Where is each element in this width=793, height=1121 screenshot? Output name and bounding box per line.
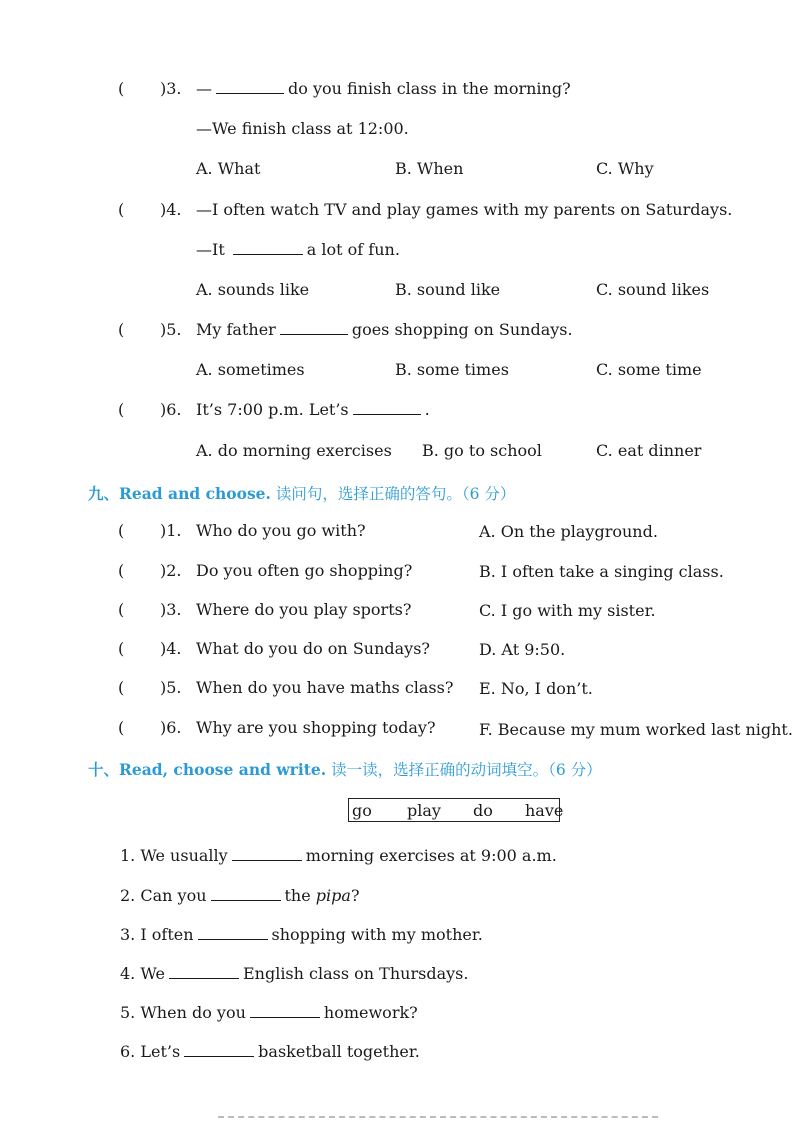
word-bank-item: do: [473, 801, 493, 820]
question-text: Do you often go shopping?: [196, 561, 413, 580]
question-text: Where do you play sports?: [196, 600, 412, 619]
dialogue-line: —I often watch TV and play games with my parents on Saturdays.: [196, 200, 733, 219]
question-number: )3.: [160, 600, 182, 619]
answer-blank[interactable]: [353, 400, 421, 415]
fill-blank-item: 1. We usually morning exercises at 9:00 a.m.: [120, 846, 557, 865]
fill-blank-item: 2. Can you the pipa?: [120, 886, 360, 905]
answer-blank[interactable]: [184, 1042, 254, 1057]
option-b[interactable]: B. some times: [395, 360, 509, 379]
dialogue-line: —We finish class at 12:00.: [196, 119, 409, 138]
section-10-heading: 十、Read, choose and write. 读一读，选择正确的动词填空。（6 分）: [88, 760, 602, 779]
word-bank-item: go: [352, 801, 372, 820]
option-a[interactable]: A. do morning exercises: [196, 441, 392, 460]
answer-blank[interactable]: [216, 79, 284, 94]
answer-option: A. On the playground.: [479, 522, 658, 541]
option-b[interactable]: B. sound like: [395, 280, 501, 299]
question-text: My father goes shopping on Sundays.: [196, 320, 573, 339]
option-c[interactable]: C. eat dinner: [596, 441, 702, 460]
question-text: Who do you go with?: [196, 521, 366, 540]
answer-option: C. I go with my sister.: [479, 601, 656, 620]
question-text: What do you do on Sundays?: [196, 639, 430, 658]
answer-paren-open: (: [118, 561, 125, 580]
question-text: Why are you shopping today?: [196, 718, 436, 737]
fill-blank-item: 3. I often shopping with my mother.: [120, 925, 483, 944]
option-c[interactable]: C. some time: [596, 360, 702, 379]
option-b[interactable]: B. When: [395, 159, 464, 178]
question-text: When do you have maths class?: [196, 678, 454, 697]
question-text: It’s 7:00 p.m. Let’s .: [196, 400, 430, 419]
answer-option: D. At 9:50.: [479, 640, 566, 659]
question-number: )2.: [160, 561, 182, 580]
question-number: )5.: [160, 320, 182, 339]
option-a[interactable]: A. What: [196, 159, 261, 178]
answer-option: F. Because my mum worked last night.: [479, 720, 793, 739]
section-9-heading: 九、Read and choose. 读问句，选择正确的答句。（6 分）: [88, 484, 516, 503]
page-footer-divider: [218, 1116, 658, 1121]
option-a[interactable]: A. sounds like: [196, 280, 310, 299]
answer-blank[interactable]: [211, 886, 281, 901]
option-a[interactable]: A. sometimes: [196, 360, 305, 379]
option-c[interactable]: C. sound likes: [596, 280, 710, 299]
answer-paren-open: (: [118, 200, 125, 219]
question-number: )3.: [160, 79, 182, 98]
option-c[interactable]: C. Why: [596, 159, 654, 178]
option-b[interactable]: B. go to school: [422, 441, 542, 460]
answer-blank[interactable]: [232, 846, 302, 861]
fill-blank-item: 4. We English class on Thursdays.: [120, 964, 469, 983]
answer-blank[interactable]: [250, 1003, 320, 1018]
question-number: )4.: [160, 639, 182, 658]
answer-option: B. I often take a singing class.: [479, 562, 724, 581]
question-number: )6.: [160, 400, 182, 419]
answer-option: E. No, I don’t.: [479, 679, 593, 698]
answer-blank[interactable]: [233, 240, 303, 255]
question-number: )6.: [160, 718, 182, 737]
question-text: — do you finish class in the morning?: [196, 79, 571, 98]
question-text: —It a lot of fun.: [196, 240, 400, 259]
answer-blank[interactable]: [280, 320, 348, 335]
answer-blank[interactable]: [169, 964, 239, 979]
answer-paren-open: (: [118, 639, 125, 658]
word-bank-item: have: [525, 801, 564, 820]
answer-paren-open: (: [118, 400, 125, 419]
answer-blank[interactable]: [198, 925, 268, 940]
word-bank-item: play: [407, 801, 441, 820]
answer-paren-open: (: [118, 718, 125, 737]
answer-paren-open: (: [118, 678, 125, 697]
answer-paren-open: (: [118, 521, 125, 540]
fill-blank-item: 6. Let’s basketball together.: [120, 1042, 420, 1061]
answer-paren-open: (: [118, 320, 125, 339]
fill-blank-item: 5. When do you homework?: [120, 1003, 418, 1022]
answer-paren-open: (: [118, 79, 125, 98]
question-number: )5.: [160, 678, 182, 697]
question-number: )1.: [160, 521, 182, 540]
word-bank: [348, 798, 564, 822]
answer-paren-open: (: [118, 600, 125, 619]
question-number: )4.: [160, 200, 182, 219]
